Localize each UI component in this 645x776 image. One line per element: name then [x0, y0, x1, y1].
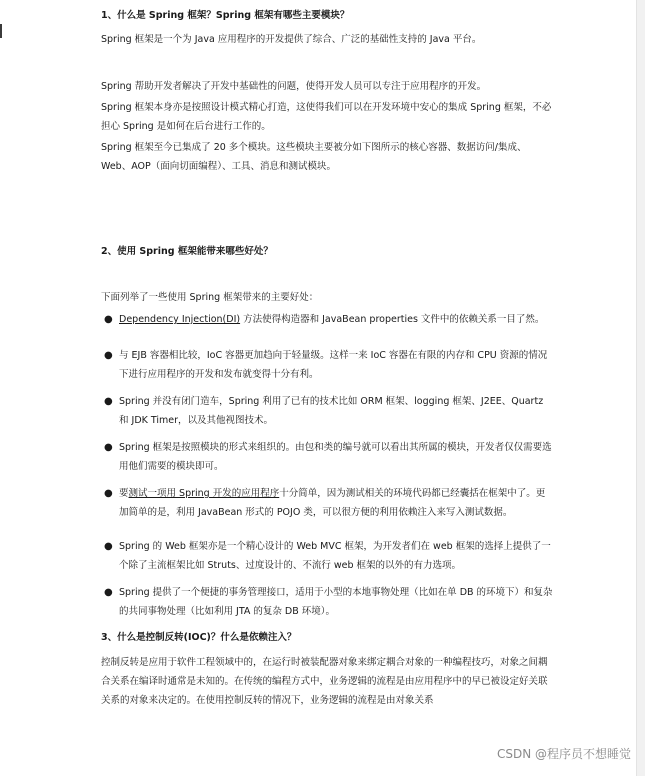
csdn-watermark: CSDN @程序员不想睡觉: [496, 747, 631, 761]
dependency-injection-link[interactable]: Dependency Injection(DI): [119, 314, 241, 325]
section-1-paragraph-1: Spring 框架是一个为 Java 应用程序的开发提供了综合、广泛的基础性支持的 Java 平台。: [101, 34, 482, 45]
bullet-icon: ●: [104, 350, 113, 361]
testing-link[interactable]: 测试一项用 Spring 开发的应用程序: [128, 488, 280, 499]
section-1-heading: 1、什么是 Spring 框架？Spring 框架有哪些主要模块？: [101, 10, 350, 21]
bullet-icon: ●: [104, 442, 113, 453]
list-item: ● Dependency Injection(DI) 方法使得构造器和 JavaBean properties 文件中的依赖关系一目了然。: [101, 310, 553, 329]
page-edge-marker: [0, 24, 2, 38]
section-3-paragraph-1: 控制反转是应用于软件工程领域中的，在运行时被装配器对象来绑定耦合对象的一种编程技巧，对象之间耦合关系在编译时通常是未知的。在传统的编程方式中，业务逻辑的流程是由应用程序中的早已被设定好关联关系的对象来决定的。在使用控制反转的情况下，业务逻辑的流程是由对象关系: [101, 657, 548, 706]
section-2-heading: 2、使用 Spring 框架能带来哪些好处？: [101, 246, 273, 257]
list-item: ● Spring 框架是按照模块的形式来组织的。由包和类的编号就可以看出其所属的模块，开发者仅仅需要选用他们需要的模块即可。: [101, 438, 553, 476]
bullet-icon: ●: [104, 541, 113, 552]
list-item: ● Spring 提供了一个便捷的事务管理接口，适用于小型的本地事物处理（比如在单 DB 的环境下）和复杂的共同事物处理（比如利用 JTA 的复杂 DB 环境）。: [101, 583, 553, 621]
section-2-intro: 下面列举了一些使用 Spring 框架带来的主要好处：: [101, 292, 319, 303]
section-1-paragraph-2: Spring 帮助开发者解决了开发中基础性的问题，使得开发人员可以专注于应用程序的开发。: [101, 81, 487, 92]
section-1-paragraph-4: Spring 框架至今已集成了 20 多个模块。这些模块主要被分如下图所示的核心容器、数据访问/集成、Web、AOP（面向切面编程）、工具、消息和测试模块。: [101, 142, 527, 172]
list-item: ● 与 EJB 容器相比较，IoC 容器更加趋向于轻量级。这样一来 IoC 容器在有限的内存和 CPU 资源的情况下进行应用程序的开发和发布就变得十分有利。: [101, 346, 553, 384]
bullet-icon: ●: [104, 488, 113, 499]
bullet-icon: ●: [104, 396, 113, 407]
list-item: ● 要测试一项用 Spring 开发的应用程序十分简单，因为测试相关的环境代码都已经囊括在框架中了。更加简单的是，利用 JavaBean 形式的 POJO 类，可以很方便的利用依赖注入来写入测试数据。: [101, 484, 553, 522]
section-1-paragraph-3: Spring 框架本身亦是按照设计模式精心打造，这使得我们可以在开发环境中安心的集成 Spring 框架，不必担心 Spring 是如何在后台进行工作的。: [101, 102, 552, 132]
section-3-heading: 3、什么是控制反转(IOC)？什么是依赖注入？: [101, 632, 297, 643]
bullet-icon: ●: [104, 587, 113, 598]
bullet-icon: ●: [104, 314, 113, 325]
list-item: ● Spring 并没有闭门造车，Spring 利用了已有的技术比如 ORM 框架、logging 框架、J2EE、Quartz 和 JDK Timer，以及其他视图技术。: [101, 392, 553, 430]
list-item: ● Spring 的 Web 框架亦是一个精心设计的 Web MVC 框架，为开发者们在 web 框架的选择上提供了一个除了主流框架比如 Struts、过度设计的、不流行 web 框架的以外的有力选项。: [101, 537, 553, 575]
